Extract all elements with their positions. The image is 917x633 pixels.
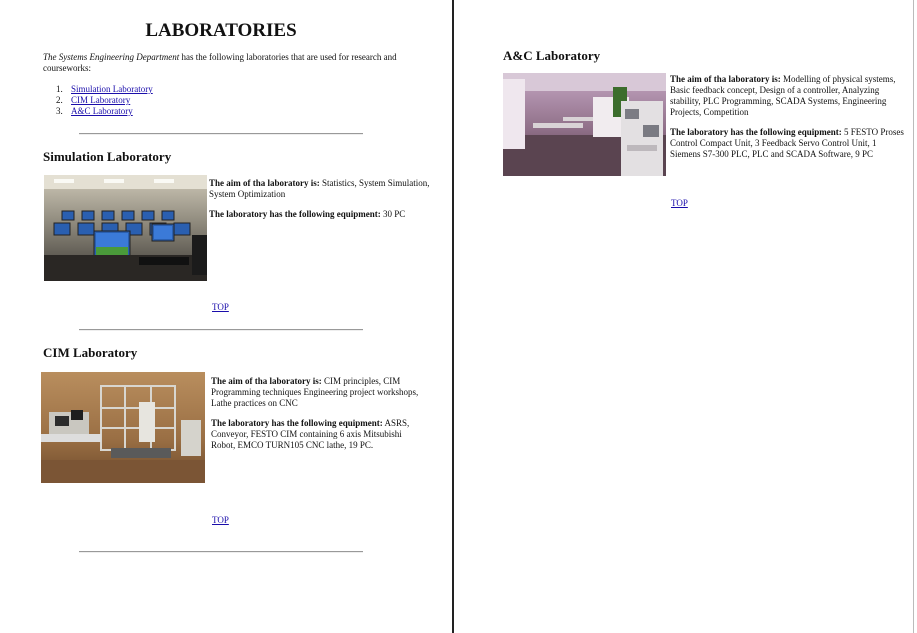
- aim-label: The aim of tha laboratory is:: [670, 74, 781, 84]
- intro-paragraph: [43, 52, 403, 74]
- ac-lab-aim: [670, 74, 904, 118]
- ac-lab-equipment: [670, 127, 904, 160]
- cim-lab-photo: [41, 372, 205, 483]
- aim-label: The aim of tha laboratory is:: [209, 178, 320, 188]
- toc-link-ac[interactable]: A&C Laboratory: [71, 106, 133, 116]
- left-column: [0, 0, 452, 633]
- ac-lab-photo: [503, 73, 666, 176]
- right-column: [455, 0, 913, 633]
- equipment-text: 5 FESTO Proses Control Compact Unit, 3 Feedback Servo Control Unit, 1 Siemens S7-300 PLC, PLC and SCADA Software, 9 PC: [670, 127, 904, 159]
- ac-lab-title: A&C Laboratory: [503, 48, 601, 63]
- toc-item-cim: [43, 95, 153, 106]
- right-edge-line: [913, 0, 914, 633]
- table-of-contents: [43, 84, 153, 117]
- simulation-lab-details: [209, 178, 441, 229]
- cim-lab-details: [211, 376, 423, 460]
- toc-number: 3.: [56, 106, 63, 116]
- horizontal-rule: [79, 551, 363, 553]
- top-link[interactable]: TOP: [212, 302, 229, 312]
- equipment-label: The laboratory has the following equipment:: [670, 127, 842, 137]
- horizontal-rule: [79, 133, 363, 135]
- cim-lab-equipment: [211, 418, 423, 451]
- cim-lab-title: CIM Laboratory: [43, 345, 138, 360]
- intro-department: The Systems Engineering Department: [43, 52, 180, 62]
- aim-text: CIM principles, CIM Programming techniques Engineering project workshops, Lathe practices on CNC: [211, 376, 419, 408]
- simulation-lab-photo-image: [44, 175, 207, 281]
- simulation-lab-photo: [44, 175, 207, 281]
- aim-text: Modelling of physical systems, Basic feedback concept, Design of a controller, Analyzing stability, PLC Programming, SCADA Systems, Engineering Projects, Competition: [670, 74, 896, 117]
- cim-lab-aim: [211, 376, 423, 409]
- toc-link-cim[interactable]: CIM Laboratory: [71, 95, 131, 105]
- cim-lab-photo-image: [41, 372, 205, 483]
- toc-number: 1.: [56, 84, 63, 94]
- ac-lab-details: [670, 74, 904, 169]
- top-link[interactable]: TOP: [671, 198, 688, 208]
- toc-item-ac: [43, 106, 153, 117]
- equipment-text: ASRS, Conveyor, FESTO CIM containing 6 axis Mitsubishi Robot, EMCO TURN105 CNC lathe, 19 PC.: [211, 418, 410, 450]
- aim-label: The aim of tha laboratory is:: [211, 376, 322, 386]
- aim-text: Statistics, System Simulation, System Optimization: [209, 178, 430, 199]
- equipment-label: The laboratory has the following equipment:: [209, 209, 381, 219]
- toc-link-simulation[interactable]: Simulation Laboratory: [71, 84, 153, 94]
- horizontal-rule: [79, 329, 363, 331]
- page-divider: [452, 0, 454, 633]
- ac-lab-photo-image: [503, 73, 666, 176]
- toc-number: 2.: [56, 95, 63, 105]
- intro-text: has the following laboratories that are used for research and courseworks:: [43, 52, 397, 73]
- simulation-lab-title: Simulation Laboratory: [43, 149, 172, 164]
- toc-item-simulation: [43, 84, 153, 95]
- top-link[interactable]: TOP: [212, 515, 229, 525]
- simulation-lab-aim: [209, 178, 441, 200]
- simulation-lab-equipment: [209, 209, 441, 220]
- equipment-text: 30 PC: [383, 209, 406, 219]
- equipment-label: The laboratory has the following equipment:: [211, 418, 383, 428]
- page-title: LABORATORIES: [145, 20, 297, 41]
